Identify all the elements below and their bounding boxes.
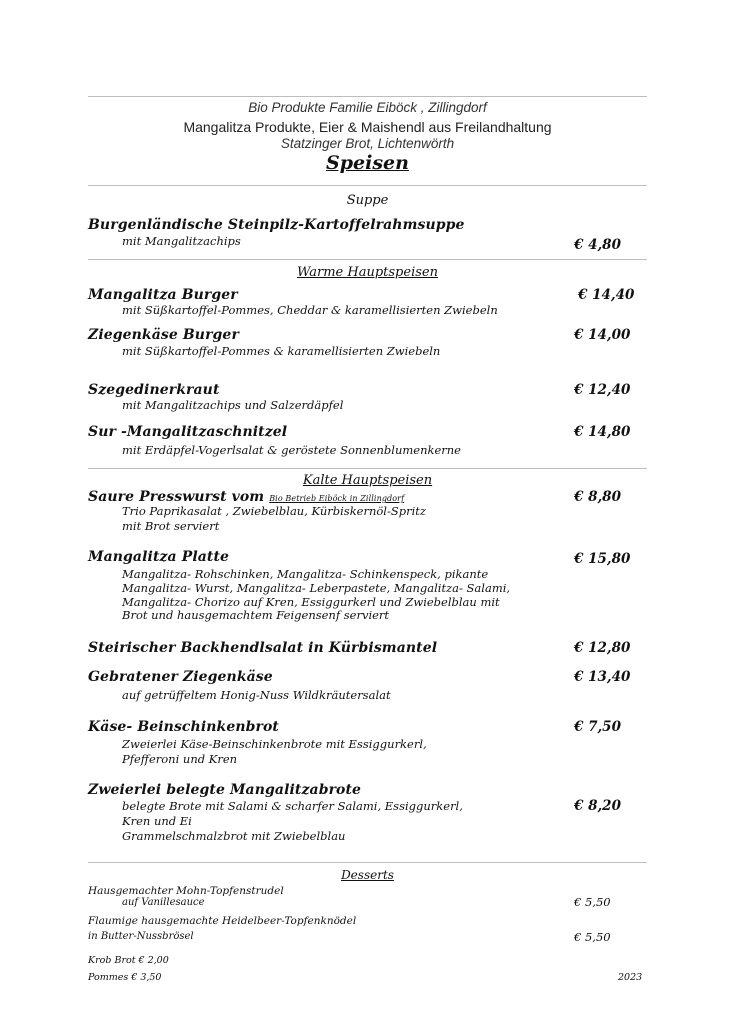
dessert-desc: auf Vanillesauce <box>122 897 205 908</box>
dessert-price: € 5,50 <box>574 895 611 909</box>
header-line-1: Bio Produkte Familie Eiböck , Zillingdorf <box>248 100 487 115</box>
item-desc: mit Mangalitzachips und Salzerdäpfel <box>122 398 344 412</box>
item-desc: Pfefferoni und Kren <box>122 752 238 766</box>
section-kalt: Kalte Hauptspeisen <box>302 473 433 488</box>
item-name-with-note <box>88 489 404 505</box>
divider <box>88 259 647 260</box>
item-desc: mit Mangalitzachips <box>122 234 241 248</box>
footer-line-1: Krob Brot € 2,00 <box>88 955 169 966</box>
dessert-price: € 5,50 <box>574 930 611 944</box>
item-name: Mangalitza Platte <box>88 549 230 565</box>
item-price: € 7,50 <box>574 719 621 735</box>
section-warm: Warme Hauptspeisen <box>297 265 438 280</box>
item-price: € 12,80 <box>574 640 631 656</box>
item-desc: auf getrüffeltem Honig-Nuss Wildkräutersalat <box>122 688 391 702</box>
page-title: Speisen <box>326 152 409 174</box>
header-line-2: Mangalitza Produkte, Eier & Maishendl aus Freilandhaltung <box>183 119 552 135</box>
item-desc: Mangalitza- Rohschinken, Mangalitza- Schinkenspeck, pikante <box>122 567 489 581</box>
dessert-name: Hausgemachter Mohn-Topfenstrudel <box>88 885 284 897</box>
item-desc: Zweierlei Käse-Beinschinkenbrote mit Essiggurkerl, <box>122 737 427 751</box>
item-name: Zweierlei belegte Mangalitzabrote <box>88 782 362 798</box>
section-desserts: Desserts <box>341 868 394 882</box>
divider <box>88 862 647 863</box>
item-name: Szegedinerkraut <box>88 382 220 398</box>
item-name: Gebratener Ziegenkäse <box>88 669 273 685</box>
item-price: € 13,40 <box>574 669 631 685</box>
item-desc: belegte Brote mit Salami & scharfer Salami, Essiggurkerl, <box>122 799 463 813</box>
item-price: € 4,80 <box>574 237 621 253</box>
item-price: € 8,80 <box>574 489 621 505</box>
item-name: Käse- Beinschinkenbrot <box>88 719 279 735</box>
item-desc: Grammelschmalzbrot mit Zwiebelblau <box>122 829 346 843</box>
item-name: Sur -Mangalitzaschnitzel <box>88 424 288 440</box>
item-desc: mit Erdäpfel-Vogerlsalat & geröstete Sonnenblumenkerne <box>122 443 461 457</box>
item-desc: Brot und hausgemachtem Feigensenf serviert <box>122 608 390 622</box>
item-desc: Mangalitza- Chorizo auf Kren, Essiggurkerl und Zwiebelblau mit <box>122 595 500 609</box>
item-desc: Kren und Ei <box>122 814 192 828</box>
dessert-desc: in Butter-Nussbrösel <box>88 931 194 942</box>
item-desc: Trio Paprikasalat , Zwiebelblau, Kürbiskernöl-Spritz <box>122 504 426 518</box>
header-line-3: Statzinger Brot, Lichtenwörth <box>280 136 455 151</box>
footer-year: 2023 <box>618 972 643 983</box>
divider <box>88 468 647 469</box>
item-desc: mit Brot serviert <box>122 519 220 533</box>
item-desc: mit Süßkartoffel-Pommes & karamellisierten Zwiebeln <box>122 344 441 358</box>
section-suppe: Suppe <box>346 193 389 208</box>
top-divider <box>88 96 647 97</box>
item-price: € 14,40 <box>578 287 635 303</box>
item-origin-note: Bio Betrieb Eiböck in Zillingdorf <box>269 494 405 503</box>
item-price: € 14,00 <box>574 327 631 343</box>
item-price: € 14,80 <box>574 424 631 440</box>
item-name: Burgenländische Steinpilz-Kartoffelrahmsuppe <box>88 217 465 233</box>
footer-line-2: Pommes € 3,50 <box>88 972 162 983</box>
item-price: € 8,20 <box>574 798 621 814</box>
dessert-name: Flaumige hausgemachte Heidelbeer-Topfenknödel <box>88 915 357 927</box>
item-name: Steirischer Backhendlsalat in Kürbismantel <box>88 640 438 656</box>
item-name: Saure Presswurst vom <box>88 489 265 505</box>
divider-below-title <box>88 185 647 186</box>
item-price: € 15,80 <box>574 551 631 567</box>
item-price: € 12,40 <box>574 382 631 398</box>
item-desc: mit Süßkartoffel-Pommes, Cheddar & karamellisierten Zwiebeln <box>122 303 498 317</box>
item-name: Mangalitza Burger <box>88 287 238 303</box>
item-desc: Mangalitza- Wurst, Mangalitza- Leberpastete, Mangalitza- Salami, <box>122 581 511 595</box>
item-name: Ziegenkäse Burger <box>88 327 239 343</box>
